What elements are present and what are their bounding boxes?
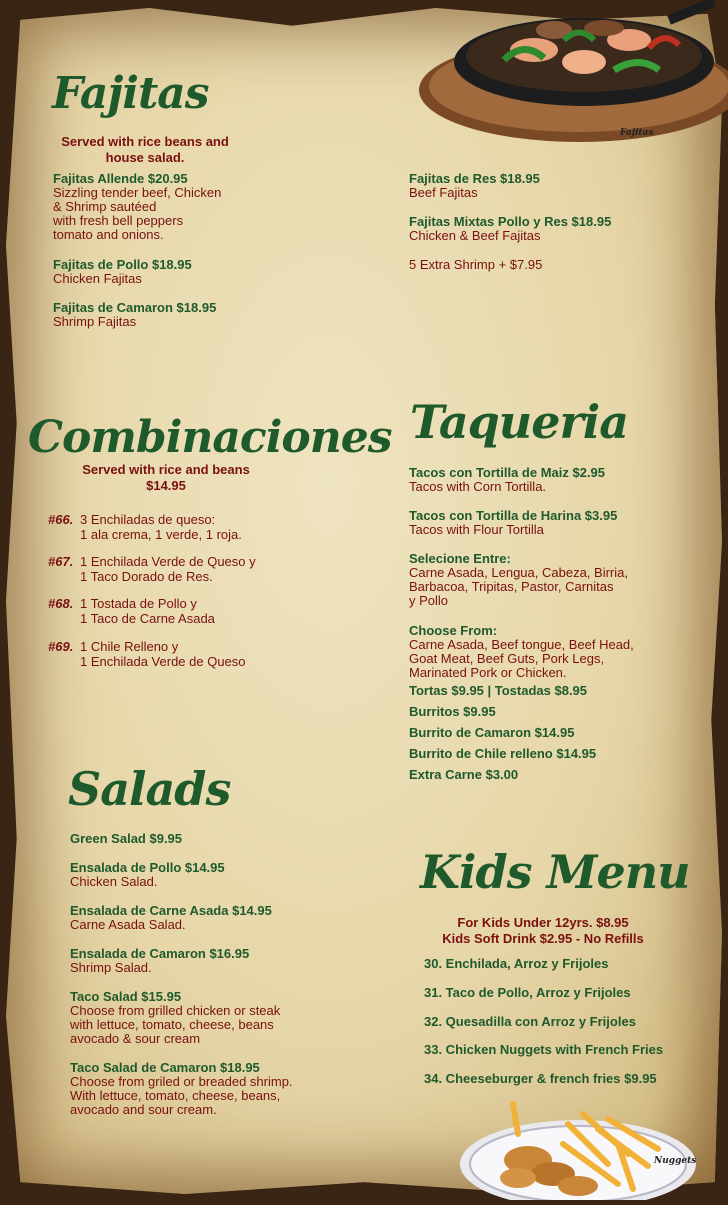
item-desc: Chicken Salad.	[70, 874, 158, 889]
menu-item	[409, 466, 605, 494]
item-name: Fajitas de Camaron $18.95	[53, 300, 217, 315]
menu-item	[409, 172, 540, 200]
item-name: Ensalada de Carne Asada $14.95	[70, 903, 272, 918]
item-name: Taco Salad $15.95	[70, 989, 182, 1004]
item-desc: Carne Asada, Lengua, Cabeza, Birria, Barbacoa, Tripitas, Pastor, Carnitas y Pollo	[409, 565, 628, 608]
item-desc: Tacos with Corn Tortilla.	[409, 479, 547, 494]
salads-title: Salads	[68, 762, 231, 816]
menu-item	[409, 215, 611, 243]
combo-text: 1 Tostada de Pollo y 1 Taco de Carne Asada	[80, 596, 215, 626]
combinaciones-subtitle-text: Served with rice and beans	[82, 462, 250, 477]
menu-item	[409, 552, 628, 608]
taqueria-title: Taqueria	[410, 395, 629, 449]
fajitas-extra-text: 5 Extra Shrimp + $7.95	[409, 257, 543, 272]
combo-number: #68.	[48, 596, 74, 611]
kids-item: 32. Quesadilla con Arroz y Frijoles	[424, 1014, 636, 1029]
item-desc: Choose from grilled chicken or steak with lettuce, tomato, cheese, beans avocado & sour cream	[70, 1003, 281, 1046]
taqueria-extra: Tortas $9.95 | Tostadas $8.95	[409, 683, 588, 698]
kids-item: 34. Cheeseburger & french fries $9.95	[424, 1071, 657, 1086]
item-name: Tacos con Tortilla de Maiz $2.95	[409, 465, 606, 480]
item-name: Fajitas Allende $20.95	[53, 171, 188, 186]
menu-item	[70, 947, 249, 975]
item-desc: Carne Asada, Beef tongue, Beef Head, Goat Meat, Beef Guts, Pork Legs, Marinated Pork or Chicken.	[409, 637, 634, 680]
item-name: Choose From:	[409, 623, 498, 638]
item-name: Fajitas de Pollo $18.95	[53, 257, 192, 272]
menu-item	[70, 990, 280, 1046]
combo-item	[48, 512, 242, 542]
item-desc: Tacos with Flour Tortilla	[409, 522, 544, 537]
menu-item	[70, 904, 272, 932]
item-name: Fajitas Mixtas Pollo y Res $18.95	[409, 214, 612, 229]
combo-item	[48, 639, 246, 669]
kids-item: 33. Chicken Nuggets with French Fries	[424, 1042, 664, 1057]
taqueria-extra: Burrito de Chile relleno $14.95	[409, 746, 597, 761]
taqueria-extra: Burritos $9.95	[409, 704, 496, 719]
fajitas-subtitle	[40, 134, 250, 166]
combinaciones-price: $14.95	[146, 478, 186, 493]
combo-number: #66.	[48, 512, 74, 527]
combinaciones-subtitle	[56, 462, 276, 494]
item-name: Selecione Entre:	[409, 551, 511, 566]
combo-number: #67.	[48, 554, 74, 569]
nuggets-photo-caption: Nuggets	[654, 1156, 697, 1166]
menu-item	[70, 861, 225, 889]
fajitas-subtitle-line1: Served with rice beans and	[61, 134, 229, 149]
menu-item	[53, 301, 216, 329]
combo-text: 3 Enchiladas de queso: 1 ala crema, 1 verde, 1 roja.	[80, 512, 242, 542]
item-name: Fajitas de Res $18.95	[409, 171, 540, 186]
combo-text: 1 Chile Relleno y 1 Enchilada Verde de Queso	[80, 639, 246, 669]
fajitas-subtitle-line2: house salad.	[105, 150, 185, 165]
fajitas-photo-caption: Fajitas	[620, 128, 654, 138]
combo-item	[48, 554, 256, 584]
fajitas-title: Fajitas	[52, 68, 209, 119]
taqueria-extra: Extra Carne $3.00	[409, 767, 519, 782]
item-desc: Choose from griled or breaded shrimp. With lettuce, tomato, cheese, beans, avocado and sour cream.	[70, 1074, 293, 1117]
menu-item	[70, 832, 182, 846]
combo-text: 1 Enchilada Verde de Queso y 1 Taco Dorado de Res.	[80, 554, 256, 584]
menu-item	[53, 258, 192, 286]
nuggets-photo	[458, 1094, 708, 1200]
kids-item: 31. Taco de Pollo, Arroz y Frijoles	[424, 985, 631, 1000]
item-desc: Shrimp Fajitas	[53, 314, 137, 329]
item-desc: Sizzling tender beef, Chicken & Shrimp sautéed with fresh bell peppers tomato and onions.	[53, 185, 222, 242]
menu-item	[53, 172, 221, 242]
menu-item	[409, 624, 634, 680]
item-name: Tacos con Tortilla de Harina $3.95	[409, 508, 618, 523]
kids-title: Kids Menu	[420, 845, 690, 899]
kids-subtitle-line1: For Kids Under 12yrs. $8.95	[457, 915, 629, 930]
combo-number: #69.	[48, 639, 74, 654]
combinaciones-title: Combinaciones	[28, 412, 392, 463]
kids-subtitle-line2: Kids Soft Drink $2.95 - No Refills	[442, 931, 644, 946]
item-desc: Shrimp Salad.	[70, 960, 152, 975]
item-desc: Beef Fajitas	[409, 185, 478, 200]
menu-item	[70, 1061, 293, 1117]
item-desc: Carne Asada Salad.	[70, 917, 186, 932]
item-name: Ensalada de Pollo $14.95	[70, 860, 225, 875]
item-desc: Chicken & Beef Fajitas	[409, 228, 541, 243]
item-name: Taco Salad de Camaron $18.95	[70, 1060, 260, 1075]
fajitas-extra	[409, 258, 542, 272]
item-desc: Chicken Fajitas	[53, 271, 142, 286]
taqueria-extra: Burrito de Camaron $14.95	[409, 725, 575, 740]
fajitas-photo	[414, 0, 728, 146]
item-name: Ensalada de Camaron $16.95	[70, 946, 250, 961]
menu-item	[409, 509, 617, 537]
kids-subtitle	[418, 915, 668, 947]
kids-item: 30. Enchilada, Arroz y Frijoles	[424, 956, 609, 971]
combo-item	[48, 596, 215, 626]
item-name: Green Salad $9.95	[70, 831, 183, 846]
